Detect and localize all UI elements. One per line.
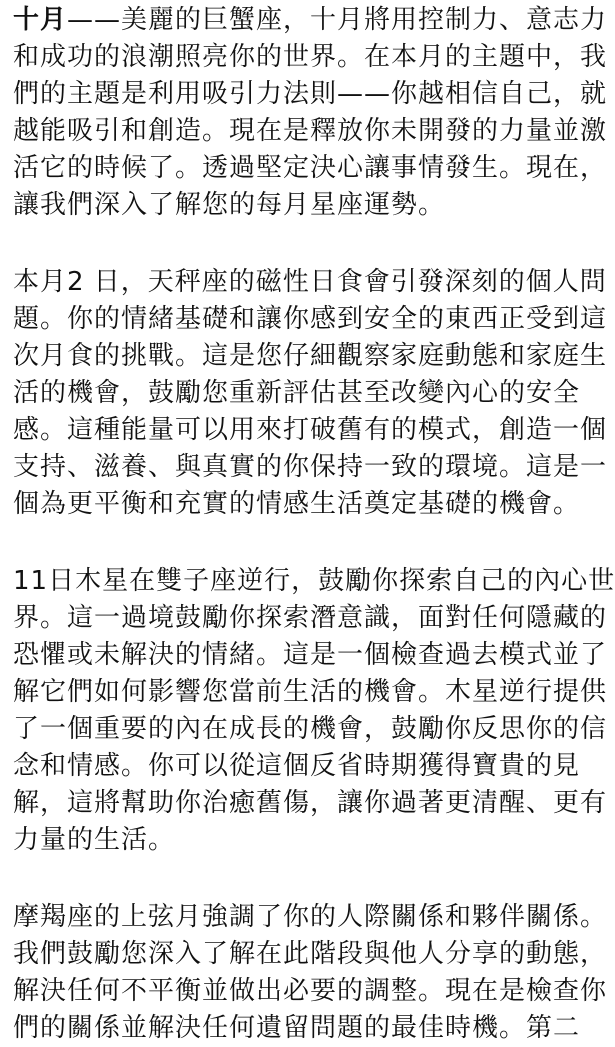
paragraph-line: 界。這一過境鼓勵你探索潛意識，面對任何隱藏的 xyxy=(13,603,608,633)
paragraph-capricorn-moon xyxy=(13,899,608,1047)
paragraph-lead-month: 十月 xyxy=(13,5,68,35)
paragraph-line: 解決任何不平衡並做出必要的調整。現在是檢查你 xyxy=(13,976,608,1006)
paragraph-jupiter xyxy=(13,563,615,859)
paragraph-line xyxy=(13,2,608,39)
paragraph-intro xyxy=(13,2,608,224)
paragraph-line: 力量的生活。 xyxy=(13,825,176,855)
paragraph-spacer xyxy=(13,859,566,899)
paragraph-line: 活的機會，鼓勵您重新評估甚至改變內心的安全 xyxy=(13,378,581,408)
paragraph-line: 們的主題是利用吸引力法則——你越相信自己，就 xyxy=(13,79,608,109)
paragraph-line: 感。這種能量可以用來打破舊有的模式，創造一個 xyxy=(13,415,608,445)
paragraph-eclipse xyxy=(13,264,608,523)
paragraph-line: 讓我們深入了解您的每月星座運勢。 xyxy=(13,190,446,220)
paragraph-line: 次月食的挑戰。這是您仔細觀察家庭動態和家庭生 xyxy=(13,341,608,371)
paragraph-line: 解，這將幫助你治癒舊傷，讓你過著更清醒、更有 xyxy=(13,788,608,818)
paragraph-line: 11日木星在雙子座逆行，鼓勵你探索自己的內心世 xyxy=(13,566,615,596)
paragraph-line: 和成功的浪潮照亮你的世界。在本月的主題中，我 xyxy=(13,42,608,72)
paragraph-line: 題。你的情緒基礎和讓你感到安全的東西正受到這 xyxy=(13,304,608,334)
paragraph-line: 支持、滋養、與真實的你保持一致的環境。這是一 xyxy=(13,452,608,482)
paragraph-line: 本月2 日，天秤座的磁性日食會引發深刻的個人問 xyxy=(13,267,607,297)
paragraph-line: 個為更平衡和充實的情感生活奠定基礎的機會。 xyxy=(13,489,581,519)
paragraph-line: 越能吸引和創造。現在是釋放你未開發的力量並激 xyxy=(13,116,608,146)
paragraph-line: 念和情感。你可以從這個反省時期獲得寶貴的見 xyxy=(13,751,581,781)
paragraph-spacer xyxy=(13,523,566,563)
paragraph-line: 恐懼或未解決的情緒。這是一個檢查過去模式並了 xyxy=(13,640,608,670)
paragraph-line: 了一個重要的內在成長的機會，鼓勵你反思你的信 xyxy=(13,714,608,744)
paragraph-line: 們的關係並解決任何遺留問題的最佳時機。第二 xyxy=(13,1013,581,1043)
paragraph-line-text: ——美麗的巨蟹座，十月將用控制力、意志力 xyxy=(67,5,608,35)
paragraph-line: 活它的時候了。透過堅定決心讓事情發生。現在， xyxy=(13,153,608,183)
paragraph-spacer xyxy=(13,224,566,264)
article-body xyxy=(0,2,615,1043)
paragraph-line: 我們鼓勵您深入了解在此階段與他人分享的動態， xyxy=(13,939,608,969)
paragraph-line: 摩羯座的上弦月強調了你的人際關係和夥伴關係。 xyxy=(13,902,608,932)
paragraph-line: 解它們如何影響您當前生活的機會。木星逆行提供 xyxy=(13,677,608,707)
